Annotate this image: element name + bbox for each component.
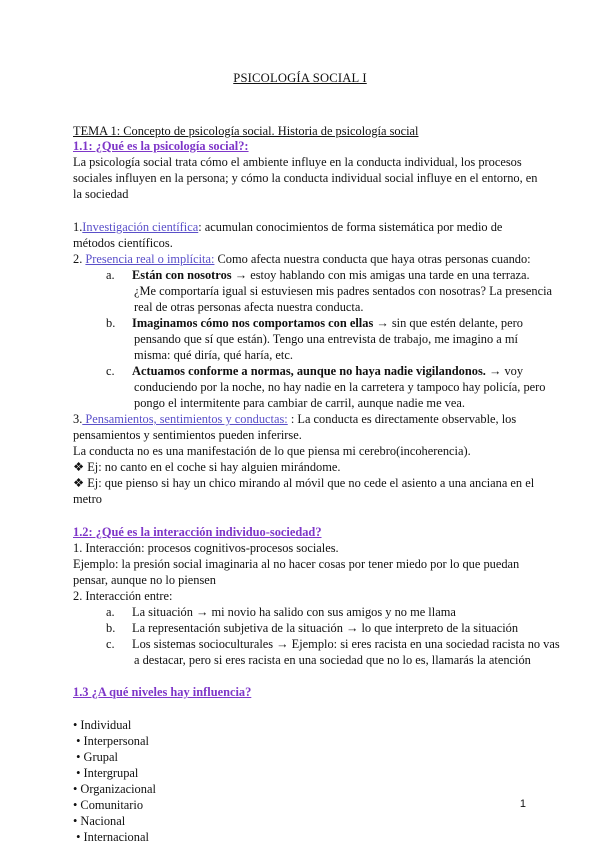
list-item <box>106 363 542 379</box>
list-marker: a. <box>106 605 115 619</box>
point-text: Como afecta nuestra conducta que haya otras personas cuando: <box>214 252 531 266</box>
bullet-text: Ej: no canto en el coche si hay alguien mirándome. <box>87 460 341 474</box>
paragraph-line: Ejemplo: la presión social imaginaria al no hacer cosas por tener miedo por lo que puedan <box>73 557 520 571</box>
investigacion-link[interactable]: Investigación científica <box>82 220 199 234</box>
list-item-bold: Imaginamos cómo nos comportamos con ellas <box>132 316 374 330</box>
list-item-continuation: a destacar, pero si eres racista en una sociedad que no lo es, llamarás la atención <box>134 653 531 667</box>
list-item-continuation: conduciendo por la noche, no hay nadie en la carretera y tampoco hay policía, pero <box>134 380 546 394</box>
paragraph-line: La psicología social trata cómo el ambiente influye en la conducta individual, los procesos <box>73 155 522 169</box>
list-item-text: → voy <box>485 364 524 378</box>
list-item <box>106 267 542 283</box>
list-item-bold: Actuamos conforme a normas, aunque no haya nadie vigilandonos. <box>132 364 486 378</box>
list-item-continuation: misma: qué diría, qué haría, etc. <box>134 348 293 362</box>
bullet-item <box>73 475 542 491</box>
level-item: • Comunitario <box>73 798 144 812</box>
list-marker: b. <box>106 316 116 330</box>
list-item-text: La situación → mi novio ha salido con sus amigos y no me llama <box>132 605 456 619</box>
paragraph-line: 1. Interacción: procesos cognitivos-procesos sociales. <box>73 541 339 555</box>
bullet-item <box>73 459 542 475</box>
list-item-continuation: real de otras personas afecta nuestra conducta. <box>134 300 364 314</box>
section-1-1-heading: 1.1: ¿Qué es la psicología social?: <box>73 139 249 153</box>
list-item-text: → estoy hablando con mis amigas una tarde en una terraza. <box>231 268 530 282</box>
list-item <box>106 620 542 636</box>
list-item <box>106 604 542 620</box>
level-item: • Organizacional <box>73 782 156 796</box>
list-item-continuation: pensando que sí que están). Tengo una entrevista de trabajo, me imagino a mí <box>134 332 518 346</box>
diamond-bullet-icon: ❖ <box>73 476 85 490</box>
level-item: • Grupal <box>73 750 118 764</box>
list-marker: b. <box>106 621 116 635</box>
level-item: • Intergrupal <box>73 766 139 780</box>
list-item-continuation: ¿Me comportaría igual si estuviesen mis padres sentados con nosotras? La presencia <box>134 284 553 298</box>
point-2 <box>73 251 542 267</box>
section-1-2-heading: 1.2: ¿Qué es la interacción individuo-sociedad? <box>73 525 322 539</box>
point-number: 2. <box>73 252 83 266</box>
list-item-bold: Están con nosotros <box>132 268 232 282</box>
point-1 <box>73 219 542 235</box>
paragraph-line: sociales influyen en la persona; y cómo la conducta individual social influye en el entorno, en <box>73 171 538 185</box>
point-1-continuation: métodos científicos. <box>73 236 173 250</box>
list-item <box>106 636 560 652</box>
paragraph-line: pensar, aunque no lo piensen <box>73 573 216 587</box>
list-item-text: → sin que estén delante, pero <box>373 316 523 330</box>
point-3 <box>73 411 542 427</box>
level-item: • Individual <box>73 718 132 732</box>
point-number: 1. <box>73 220 83 234</box>
point-text: : acumulan conocimientos de forma sistemática por medio de <box>198 220 503 234</box>
point-number: 3. <box>73 412 83 426</box>
level-item: • Nacional <box>73 814 126 828</box>
presencia-link[interactable]: Presencia real o implícita: <box>85 252 215 266</box>
paragraph-line: La conducta no es una manifestación de lo que piensa mi cerebro(incoherencia). <box>73 444 471 458</box>
point-text: : La conducta es directamente observable, los <box>287 412 517 426</box>
list-item-continuation: pongo el intermitente para cambiar de carril, aunque nadie me vea. <box>134 396 465 410</box>
page-number: 1 <box>519 798 526 810</box>
level-item: • Internacional <box>73 830 149 844</box>
bullet-text: Ej: que pienso si hay un chico mirando al móvil que no cede el asiento a una anciana en el <box>87 476 535 490</box>
paragraph-line: 2. Interacción entre: <box>73 589 173 603</box>
level-item: • Interpersonal <box>73 734 149 748</box>
document-title: PSICOLOGÍA SOCIAL I <box>233 71 367 85</box>
pensamientos-link[interactable]: Pensamientos, sentimientos y conductas: <box>82 412 288 426</box>
paragraph-line: la sociedad <box>73 187 129 201</box>
tema-heading: TEMA 1: Concepto de psicología social. Historia de psicología social <box>73 124 419 138</box>
diamond-bullet-icon: ❖ <box>73 460 85 474</box>
list-item-text: Los sistemas socioculturales → Ejemplo: si eres racista en una sociedad racista no vas <box>132 637 560 651</box>
list-item <box>106 315 542 331</box>
list-marker: c. <box>106 364 115 378</box>
bullet-continuation: metro <box>73 492 102 506</box>
list-marker: c. <box>106 637 115 651</box>
list-marker: a. <box>106 268 115 282</box>
list-item-text: La representación subjetiva de la situación → lo que interpreto de la situación <box>132 621 519 635</box>
paragraph-line: pensamientos y sentimientos pueden inferirse. <box>73 428 302 442</box>
section-1-3-heading: 1.3 ¿A qué niveles hay influencia? <box>73 685 252 699</box>
